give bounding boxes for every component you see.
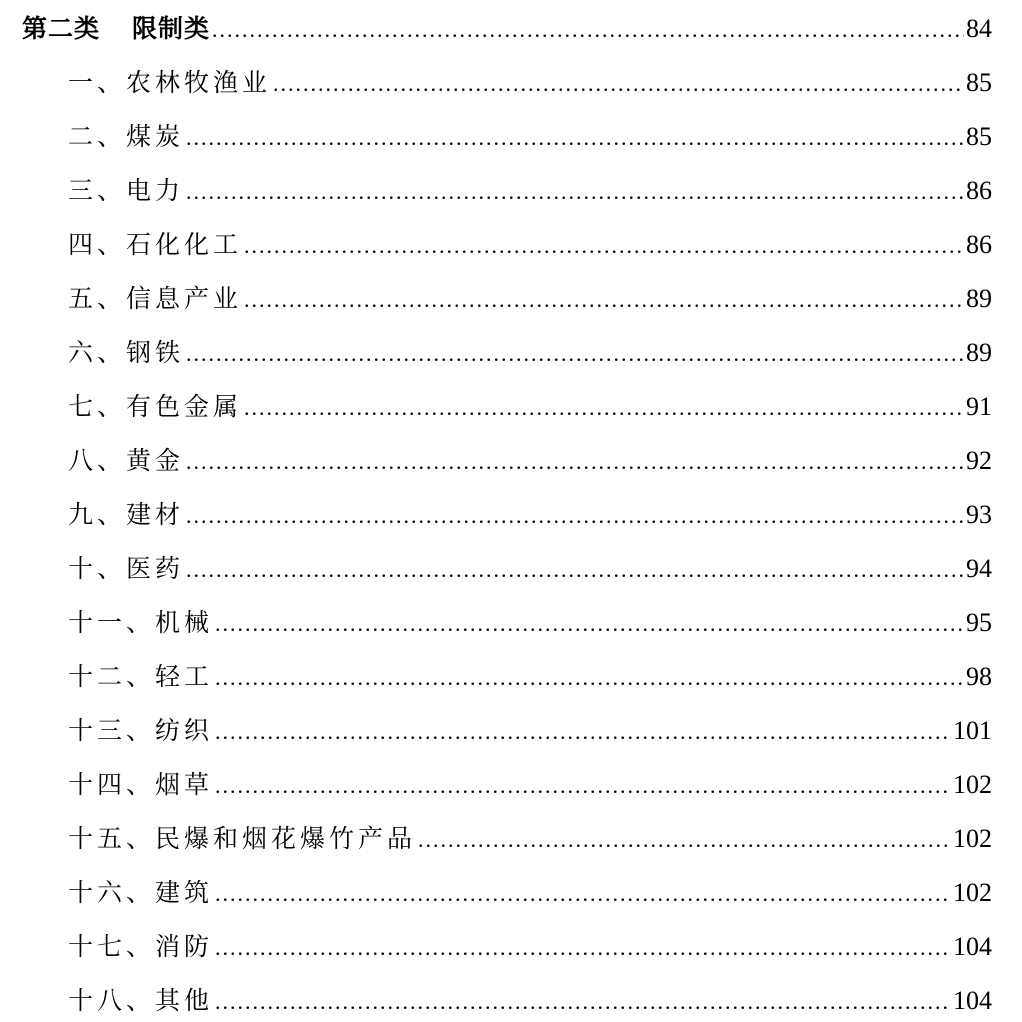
toc-entry[interactable] — [68, 274, 992, 314]
toc-page-number: 104 — [953, 986, 992, 1015]
toc-section-number: 第二类 — [22, 14, 101, 43]
toc-page-number: 86 — [966, 176, 992, 205]
toc-entry-label: 二、煤炭 — [68, 122, 185, 151]
toc-page-number: 94 — [966, 554, 992, 583]
toc-entry-label: 十二、轻工 — [68, 662, 214, 691]
toc-dot-leader — [186, 556, 964, 584]
toc-dot-leader — [215, 718, 951, 746]
toc-dot-leader — [186, 340, 964, 368]
toc-dot-leader — [212, 16, 964, 44]
toc-entry-label: 十五、民爆和烟花爆竹产品 — [68, 824, 417, 853]
toc-entry-label: 八、黄金 — [68, 446, 185, 475]
toc-entry-label: 十八、其他 — [68, 986, 214, 1015]
toc-entry-label: 七、有色金属 — [68, 392, 243, 421]
toc-entry[interactable] — [68, 868, 992, 908]
toc-entry-label: 三、电力 — [68, 176, 185, 205]
toc-entry[interactable] — [68, 652, 992, 692]
toc-entry[interactable] — [68, 490, 992, 530]
toc-entry-label: 五、信息产业 — [68, 284, 243, 313]
toc-entry-label: 十六、建筑 — [68, 878, 214, 907]
toc-entry[interactable] — [68, 976, 992, 1016]
toc-entry[interactable] — [68, 814, 992, 854]
toc-dot-leader — [244, 232, 964, 260]
toc-entry[interactable] — [68, 382, 992, 422]
toc-section-title: 限制类 — [132, 14, 211, 43]
toc-entry[interactable] — [68, 328, 992, 368]
toc-page-number: 92 — [966, 446, 992, 475]
toc-page-number: 93 — [966, 500, 992, 529]
toc-page-number: 95 — [966, 608, 992, 637]
toc-entry-label: 十、医药 — [68, 554, 185, 583]
toc-page-number: 102 — [953, 824, 992, 853]
toc-entry[interactable] — [68, 706, 992, 746]
toc-entry[interactable] — [68, 922, 992, 962]
toc-page-number: 102 — [953, 770, 992, 799]
toc-entry-label: 十四、烟草 — [68, 770, 214, 799]
toc-entry[interactable] — [68, 220, 992, 260]
toc-entry[interactable] — [68, 112, 992, 152]
toc-dot-leader — [215, 664, 964, 692]
toc-page-number: 91 — [966, 392, 992, 421]
toc-page-number: 86 — [966, 230, 992, 259]
toc-entry-label: 六、钢铁 — [68, 338, 185, 367]
toc-section-label — [22, 14, 210, 44]
toc-page-number: 89 — [966, 284, 992, 313]
toc-dot-leader — [418, 826, 951, 854]
toc-entry-label: 十一、机械 — [68, 608, 214, 637]
toc-dot-leader — [215, 610, 964, 638]
toc-page-number: 85 — [966, 122, 992, 151]
toc-dot-leader — [215, 880, 951, 908]
toc-section-heading[interactable] — [22, 4, 992, 44]
toc-entry[interactable] — [68, 760, 992, 800]
toc-page-number: 101 — [953, 716, 992, 745]
toc-dot-leader — [215, 934, 951, 962]
toc-entry[interactable] — [68, 166, 992, 206]
toc-page-number: 104 — [953, 932, 992, 961]
toc-entry-label: 九、建材 — [68, 500, 185, 529]
toc-page-number: 85 — [966, 68, 992, 97]
toc-dot-leader — [186, 124, 964, 152]
toc-entry-label: 十七、消防 — [68, 932, 214, 961]
toc-entry[interactable] — [68, 598, 992, 638]
toc-page-number: 89 — [966, 338, 992, 367]
toc-page-number: 98 — [966, 662, 992, 691]
toc-dot-leader — [273, 70, 964, 98]
toc-entry[interactable] — [68, 544, 992, 584]
toc-dot-leader — [186, 178, 964, 206]
toc-entry-label: 一、农林牧渔业 — [68, 68, 272, 97]
toc-dot-leader — [215, 988, 951, 1016]
toc-entry[interactable] — [68, 436, 992, 476]
toc-dot-leader — [186, 502, 964, 530]
toc-page-number: 84 — [966, 14, 992, 43]
toc-dot-leader — [244, 286, 964, 314]
toc-dot-leader — [186, 448, 964, 476]
toc-dot-leader — [215, 772, 951, 800]
toc-entry-label: 四、石化化工 — [68, 230, 243, 259]
toc-entry-label: 十三、纺织 — [68, 716, 214, 745]
toc-entry[interactable] — [68, 58, 992, 98]
toc-dot-leader — [244, 394, 964, 422]
toc-page-number: 102 — [953, 878, 992, 907]
